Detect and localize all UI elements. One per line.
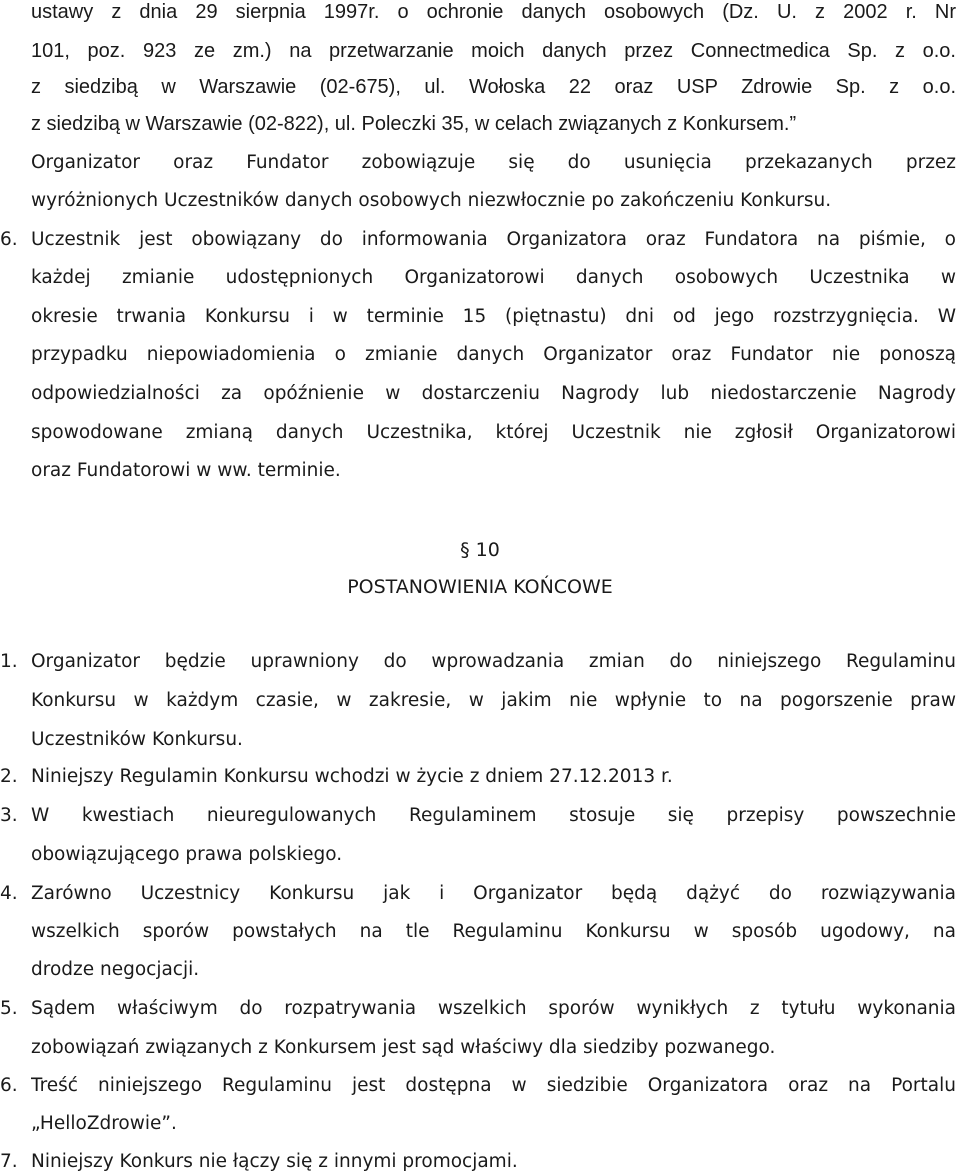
item-number: 7. xyxy=(0,1151,18,1172)
text-line: Organizator będzie uprawniony do wprowadzania zmian do niniejszego Regulaminu xyxy=(31,651,956,672)
text-line: drodze negocjacji. xyxy=(31,959,200,980)
text-line: przypadku niepowiadomienia o zmianie danych Organizator oraz Fundator nie ponoszą xyxy=(31,344,956,365)
text-line: „HelloZdrowie”. xyxy=(31,1113,177,1134)
text-line: okresie trwania Konkursu i w terminie 15 (piętnastu) dni od jego rozstrzygnięcia. W xyxy=(31,306,956,327)
text-line: Niniejszy Regulamin Konkursu wchodzi w życie z dniem 27.12.2013 r. xyxy=(31,766,673,787)
text-line: Sądem właściwym do rozpatrywania wszelkich sporów wynikłych z tytułu wykonania xyxy=(31,998,956,1019)
text-line: Konkursu w każdym czasie, w zakresie, w jakim nie wpłynie to na pogorszenie praw xyxy=(31,690,956,711)
text-line: odpowiedzialności za opóźnienie w dostarczeniu Nagrody lub niedostarczenie Nagrody xyxy=(31,383,956,404)
text-line: zobowiązań związanych z Konkursem jest sąd właściwy dla siedziby pozwanego. xyxy=(31,1037,776,1058)
text-line: każdej zmianie udostępnionych Organizatorowi danych osobowych Uczestnika w xyxy=(31,267,956,288)
text-line: Niniejszy Konkurs nie łączy się z innymi promocjami. xyxy=(31,1151,518,1172)
text-line: z siedzibą w Warszawie (02-675), ul. Wołoska 22 oraz USP Zdrowie Sp. z o.o. xyxy=(31,76,956,98)
text-line: oraz Fundatorowi w ww. terminie. xyxy=(31,460,341,481)
item-number: 4. xyxy=(0,883,18,904)
item-number: 6. xyxy=(0,1075,18,1096)
item-number: 5. xyxy=(0,998,18,1019)
text-line: spowodowane zmianą danych Uczestnika, której Uczestnik nie zgłosił Organizatorowi xyxy=(31,422,956,443)
text-line: Uczestników Konkursu. xyxy=(31,729,243,750)
text-line: Uczestnik jest obowiązany do informowania Organizatora oraz Fundatora na piśmie, o xyxy=(31,229,956,250)
text-line: W kwestiach nieuregulowanych Regulaminem stosuje się przepisy powszechnie xyxy=(31,805,956,826)
text-line: Treść niniejszego Regulaminu jest dostępna w siedzibie Organizatora oraz na Portalu xyxy=(31,1075,956,1096)
text-line: obowiązującego prawa polskiego. xyxy=(31,844,343,865)
text-line: Organizator oraz Fundator zobowiązuje się do usunięcia przekazanych przez xyxy=(31,152,956,173)
text-line: wyróżnionych Uczestników danych osobowych niezwłocznie po zakończeniu Konkursu. xyxy=(31,190,832,211)
item-number: 1. xyxy=(0,651,18,672)
item-number: 6. xyxy=(0,229,18,250)
text-line: ustawy z dnia 29 sierpnia 1997r. o ochronie danych osobowych (Dz. U. z 2002 r. Nr xyxy=(31,1,956,23)
text-line: Zarówno Uczestnicy Konkursu jak i Organizator będą dążyć do rozwiązywania xyxy=(31,883,956,904)
section-title: POSTANOWIENIA KOŃCOWE xyxy=(347,576,613,598)
item-number: 2. xyxy=(0,766,18,787)
section-number: § 10 xyxy=(460,539,500,561)
text-line: 101, poz. 923 ze zm.) na przetwarzanie moich danych przez Connectmedica Sp. z o.o. xyxy=(31,40,956,62)
text-line: z siedzibą w Warszawie (02-822), ul. Poleczki 35, w celach związanych z Konkursem.” xyxy=(31,113,797,135)
text-line: wszelkich sporów powstałych na tle Regulaminu Konkursu w sposób ugodowy, na xyxy=(31,921,956,942)
item-number: 3. xyxy=(0,805,18,826)
